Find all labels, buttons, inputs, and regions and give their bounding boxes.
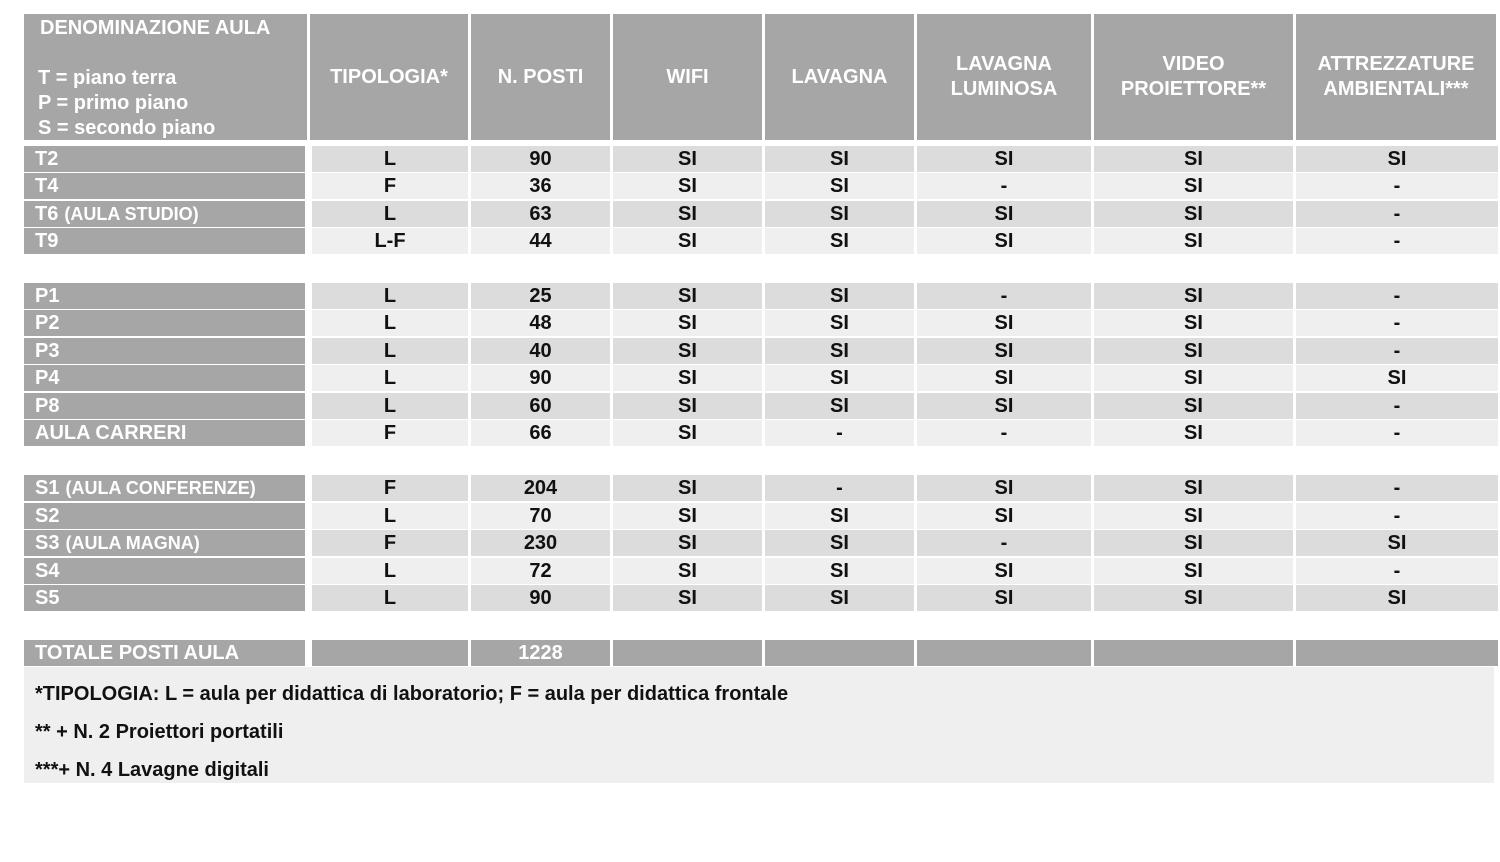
cell-proiettore: SI: [1094, 146, 1293, 172]
cell-attrezzature: -: [1296, 228, 1498, 254]
table-row: [0, 228, 1500, 254]
header-lavagna-luminosa: [917, 14, 1091, 140]
room-code: S2: [35, 504, 60, 527]
table-row: [0, 585, 1500, 611]
total-attrezzature-cell: [1296, 640, 1498, 666]
cell-luminosa: SI: [917, 365, 1091, 391]
room-code: T9: [35, 229, 59, 252]
total-row: [0, 640, 1500, 666]
cell-luminosa: SI: [917, 201, 1091, 227]
cell-luminosa: SI: [917, 503, 1091, 529]
cell-posti: 25: [471, 283, 610, 309]
cell-lavagna: SI: [765, 201, 914, 227]
cell-tipologia: L: [312, 310, 468, 336]
cell-wifi: SI: [613, 420, 762, 446]
cell-tipologia: L: [312, 585, 468, 611]
cell-luminosa: -: [917, 283, 1091, 309]
cell-lavagna: SI: [765, 585, 914, 611]
table-row: [0, 475, 1500, 501]
header-lavagna: [765, 14, 914, 140]
header-tipologia: [310, 14, 468, 140]
room-code: T6: [35, 202, 59, 225]
room-name: [24, 585, 305, 611]
cell-posti: 230: [471, 530, 610, 556]
cell-lavagna: SI: [765, 365, 914, 391]
note-tipologia: *TIPOLOGIA: L = aula per didattica di laboratorio; F = aula per didattica frontale: [35, 683, 789, 705]
cell-lavagna: SI: [765, 146, 914, 172]
header-lavagna-luminosa-line1: LAVAGNA: [956, 53, 1052, 75]
table-row: [0, 310, 1500, 336]
room-code: S4: [35, 559, 60, 582]
room-code: S3: [35, 531, 60, 554]
room-name: [24, 228, 305, 254]
table-row: [0, 173, 1500, 199]
header-lavagna-label: LAVAGNA: [791, 65, 888, 88]
cell-proiettore: SI: [1094, 393, 1293, 419]
room-code: T4: [35, 174, 59, 197]
cell-attrezzature: SI: [1296, 530, 1498, 556]
cell-lavagna: SI: [765, 173, 914, 199]
cell-attrezzature: SI: [1296, 365, 1498, 391]
table-row: [0, 338, 1500, 364]
room-name: [24, 393, 305, 419]
table-row: [0, 420, 1500, 446]
header-attrezzature: [1296, 14, 1496, 140]
cell-luminosa: SI: [917, 310, 1091, 336]
cell-luminosa: SI: [917, 393, 1091, 419]
note-lavagne: ***+ N. 4 Lavagne digitali: [35, 759, 269, 781]
cell-tipologia: L-F: [312, 228, 468, 254]
header-video-proiettore: [1094, 14, 1293, 140]
cell-tipologia: L: [312, 365, 468, 391]
header-attrezzature-label: [1317, 52, 1474, 102]
total-wifi-cell: [613, 640, 762, 666]
cell-posti: 36: [471, 173, 610, 199]
legend-secondo-piano: S = secondo piano: [38, 117, 216, 139]
header-video-proiettore-line2: PROIETTORE**: [1120, 78, 1267, 100]
table-row: [0, 558, 1500, 584]
cell-lavagna: SI: [765, 338, 914, 364]
total-luminosa-cell: [917, 640, 1091, 666]
cell-tipologia: F: [312, 420, 468, 446]
cell-wifi: SI: [613, 475, 762, 501]
cell-tipologia: L: [312, 558, 468, 584]
table-row: [0, 530, 1500, 556]
table-row: [0, 201, 1500, 227]
cell-wifi: SI: [613, 146, 762, 172]
cell-proiettore: SI: [1094, 338, 1293, 364]
cell-wifi: SI: [613, 585, 762, 611]
cell-lavagna: SI: [765, 393, 914, 419]
cell-attrezzature: -: [1296, 283, 1498, 309]
cell-tipologia: F: [312, 530, 468, 556]
cell-lavagna: -: [765, 475, 914, 501]
room-name: [24, 503, 305, 529]
header-wifi: [613, 14, 762, 140]
cell-wifi: SI: [613, 338, 762, 364]
room-name: [24, 365, 305, 391]
header-denominazione: [24, 14, 307, 140]
cell-attrezzature: -: [1296, 475, 1498, 501]
cell-proiettore: SI: [1094, 310, 1293, 336]
room-name: [24, 475, 305, 501]
cell-tipologia: F: [312, 475, 468, 501]
legend-piano-terra: T = piano terra: [38, 67, 177, 89]
cell-wifi: SI: [613, 310, 762, 336]
cell-tipologia: L: [312, 393, 468, 419]
cell-tipologia: L: [312, 338, 468, 364]
cell-wifi: SI: [613, 201, 762, 227]
header-video-proiettore-line1: VIDEO: [1162, 53, 1225, 75]
cell-posti: 70: [471, 503, 610, 529]
cell-luminosa: SI: [917, 146, 1091, 172]
cell-proiettore: SI: [1094, 228, 1293, 254]
table-row: [0, 365, 1500, 391]
header-posti: [471, 14, 610, 140]
cell-lavagna: SI: [765, 558, 914, 584]
cell-posti: 63: [471, 201, 610, 227]
cell-wifi: SI: [613, 173, 762, 199]
room-description: (AULA CONFERENZE): [65, 477, 256, 498]
cell-wifi: SI: [613, 228, 762, 254]
room-code: P3: [35, 339, 60, 362]
cell-attrezzature: -: [1296, 503, 1498, 529]
cell-luminosa: SI: [917, 228, 1091, 254]
room-name: [24, 283, 305, 309]
cell-proiettore: SI: [1094, 173, 1293, 199]
cell-attrezzature: -: [1296, 173, 1498, 199]
total-proiettore-cell: [1094, 640, 1293, 666]
total-label: TOTALE POSTI AULA: [24, 640, 305, 666]
room-description: (AULA MAGNA): [65, 532, 200, 553]
room-code: T2: [35, 147, 59, 170]
cell-wifi: SI: [613, 393, 762, 419]
room-code: P1: [35, 284, 60, 307]
cell-lavagna: -: [765, 420, 914, 446]
cell-attrezzature: -: [1296, 420, 1498, 446]
room-name: [24, 201, 305, 227]
cell-attrezzature: -: [1296, 393, 1498, 419]
cell-attrezzature: SI: [1296, 585, 1498, 611]
cell-lavagna: SI: [765, 228, 914, 254]
cell-wifi: SI: [613, 365, 762, 391]
cell-luminosa: SI: [917, 475, 1091, 501]
cell-proiettore: SI: [1094, 503, 1293, 529]
cell-attrezzature: -: [1296, 338, 1498, 364]
total-tipologia-cell: [312, 640, 468, 666]
cell-lavagna: SI: [765, 283, 914, 309]
table-row: [0, 393, 1500, 419]
room-code: S1: [35, 476, 60, 499]
cell-posti: 60: [471, 393, 610, 419]
header-wifi-label: WIFI: [666, 65, 709, 88]
cell-wifi: SI: [613, 530, 762, 556]
cell-luminosa: SI: [917, 338, 1091, 364]
header-posti-label: N. POSTI: [497, 65, 584, 88]
room-code: P8: [35, 394, 60, 417]
cell-posti: 48: [471, 310, 610, 336]
table-row: [0, 503, 1500, 529]
header-lavagna-luminosa-line2: LUMINOSA: [950, 78, 1058, 100]
room-name: [24, 420, 305, 446]
total-lavagna-cell: [765, 640, 914, 666]
cell-posti: 66: [471, 420, 610, 446]
total-posti: 1228: [471, 640, 610, 666]
cell-posti: 90: [471, 146, 610, 172]
cell-posti: 72: [471, 558, 610, 584]
note-proiettori: ** + N. 2 Proiettori portatili: [35, 721, 284, 743]
cell-luminosa: -: [917, 420, 1091, 446]
cell-tipologia: F: [312, 173, 468, 199]
room-code: P4: [35, 366, 60, 389]
room-name: [24, 310, 305, 336]
cell-proiettore: SI: [1094, 585, 1293, 611]
cell-proiettore: SI: [1094, 201, 1293, 227]
cell-proiettore: SI: [1094, 420, 1293, 446]
room-name: [24, 173, 305, 199]
cell-attrezzature: -: [1296, 201, 1498, 227]
cell-tipologia: L: [312, 201, 468, 227]
notes-box: [24, 667, 1494, 783]
legend-primo-piano: P = primo piano: [38, 92, 189, 114]
cell-lavagna: SI: [765, 310, 914, 336]
room-name: [24, 530, 305, 556]
table-row: [0, 283, 1500, 309]
room-name: [24, 338, 305, 364]
cell-lavagna: SI: [765, 503, 914, 529]
cell-proiettore: SI: [1094, 365, 1293, 391]
cell-posti: 90: [471, 585, 610, 611]
cell-proiettore: SI: [1094, 558, 1293, 584]
cell-luminosa: SI: [917, 558, 1091, 584]
cell-attrezzature: SI: [1296, 146, 1498, 172]
room-name: [24, 558, 305, 584]
room-code: AULA CARRERI: [35, 421, 187, 444]
cell-posti: 44: [471, 228, 610, 254]
header-denominazione-label: DENOMINAZIONE AULA: [40, 17, 271, 39]
cell-wifi: SI: [613, 558, 762, 584]
header-attrezzature-line1: ATTREZZATURE: [1317, 53, 1475, 75]
cell-luminosa: SI: [917, 585, 1091, 611]
cell-tipologia: L: [312, 503, 468, 529]
cell-tipologia: L: [312, 146, 468, 172]
cell-tipologia: L: [312, 283, 468, 309]
cell-proiettore: SI: [1094, 283, 1293, 309]
header-attrezzature-line2: AMBIENTALI***: [1323, 78, 1469, 100]
cell-wifi: SI: [613, 503, 762, 529]
header-tipologia-label: TIPOLOGIA*: [330, 65, 448, 88]
cell-proiettore: SI: [1094, 475, 1293, 501]
cell-wifi: SI: [613, 283, 762, 309]
room-description: (AULA STUDIO): [64, 203, 199, 224]
header-video-proiettore-label: [1121, 52, 1266, 102]
cell-attrezzature: -: [1296, 310, 1498, 336]
cell-attrezzature: -: [1296, 558, 1498, 584]
room-name: [24, 146, 305, 172]
room-code: S5: [35, 586, 60, 609]
cell-luminosa: -: [917, 530, 1091, 556]
cell-posti: 204: [471, 475, 610, 501]
table-row: [0, 146, 1500, 172]
room-code: P2: [35, 311, 60, 334]
cell-posti: 40: [471, 338, 610, 364]
cell-posti: 90: [471, 365, 610, 391]
header-lavagna-luminosa-label: [951, 52, 1058, 102]
cell-proiettore: SI: [1094, 530, 1293, 556]
cell-luminosa: -: [917, 173, 1091, 199]
cell-lavagna: SI: [765, 530, 914, 556]
